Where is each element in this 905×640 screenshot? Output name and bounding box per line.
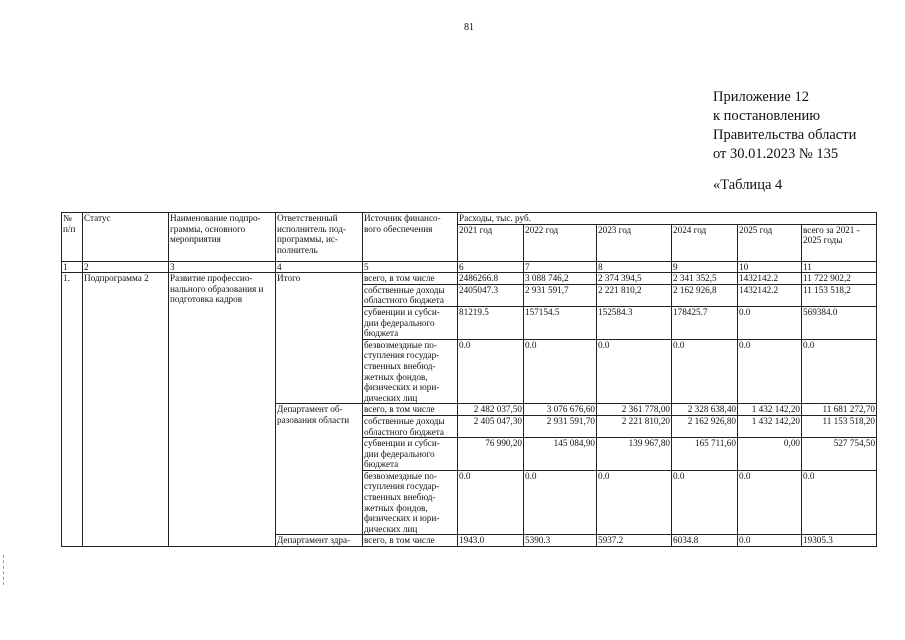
annex-line: от 30.01.2023 № 135 [713,146,839,162]
amount-cell: 0,00 [738,438,802,471]
header-num: № п/п [62,213,83,262]
row-num: 1. [62,273,83,547]
amount-cell: 2 328 638,40 [672,404,738,416]
amount-cell: 165 711,60 [672,438,738,471]
col-number: 3 [169,261,276,273]
executor-cell: Департамент об- разования области [276,404,363,535]
amount-cell: 569384.0 [802,306,877,339]
amount-cell: 139 967,80 [597,438,672,471]
amount-cell: 0.0 [802,470,877,535]
amount-cell: 2 162 926,80 [672,415,738,437]
funding-source-cell: собственные доходы областного бюджета [363,284,458,306]
header-name: Наименование подпро- граммы, основного мероприятия [169,213,276,262]
header-year: 2024 год [672,224,738,261]
amount-cell: 11 681 272,70 [802,404,877,416]
annex-line: Приложение 12 [713,89,809,105]
funding-source-cell: безвозмездные по- ступления государ- ственных внебюд- жетных фондов, физических и юри- дических лиц [363,339,458,404]
amount-cell: 0.0 [672,339,738,404]
header-expenses: Расходы, тыс. руб. [458,213,877,225]
amount-cell: 2 221 810,20 [597,415,672,437]
amount-cell: 2 405 047,30 [458,415,524,437]
funding-source-cell: всего, в том числе [363,535,458,547]
margin-marks [3,555,8,585]
amount-cell: 2 221 810,2 [597,284,672,306]
funding-source-cell: субвенции и субси- дии федерального бюджета [363,438,458,471]
header-total: всего за 2021 - 2025 годы [802,224,877,261]
amount-cell: 1432142.2 [738,273,802,285]
col-number: 9 [672,261,738,273]
amount-cell: 19305.3 [802,535,877,547]
amount-cell: 81219.5 [458,306,524,339]
amount-cell: 3 088 746,2 [524,273,597,285]
col-number: 10 [738,261,802,273]
col-number: 8 [597,261,672,273]
amount-cell: 157154.5 [524,306,597,339]
amount-cell: 5390.3 [524,535,597,547]
col-number: 6 [458,261,524,273]
header-year: 2025 год [738,224,802,261]
amount-cell: 527 754,50 [802,438,877,471]
amount-cell: 0.0 [597,470,672,535]
header-year: 2021 год [458,224,524,261]
header-executor: Ответственный исполнитель под- программы, ис- полнитель [276,213,363,262]
amount-cell: 2 361 778,00 [597,404,672,416]
amount-cell: 178425.7 [672,306,738,339]
amount-cell: 2405047.3 [458,284,524,306]
funding-source-cell: безвозмездные по- ступления государ- ственных внебюд- жетных фондов, физических и юри- дических лиц [363,470,458,535]
row-name: Развитие профессио- нального образования и подготовка кадров [169,273,276,547]
col-number: 5 [363,261,458,273]
amount-cell: 1 432 142,20 [738,415,802,437]
amount-cell: 145 084,90 [524,438,597,471]
col-number: 7 [524,261,597,273]
column-number-row [62,261,877,273]
amount-cell: 2 931 591,7 [524,284,597,306]
amount-cell: 0.0 [738,535,802,547]
page-number: 81 [464,22,474,33]
header-year: 2022 год [524,224,597,261]
annex-line: к постановлению [713,108,821,124]
amount-cell: 11 153 518,2 [802,284,877,306]
amount-cell: 0.0 [524,339,597,404]
amount-cell: 0.0 [458,339,524,404]
amount-cell: 1 432 142,20 [738,404,802,416]
amount-cell: 2 341 352,5 [672,273,738,285]
row-status: Подпрограмма 2 [83,273,169,547]
amount-cell: 0.0 [802,339,877,404]
amount-cell: 2 162 926,8 [672,284,738,306]
amount-cell: 76 990,20 [458,438,524,471]
amount-cell: 6034.8 [672,535,738,547]
budget-table [61,212,877,547]
funding-source-cell: субвенции и субси- дии федерального бюджета [363,306,458,339]
annex-heading [713,88,856,164]
funding-source-cell: всего, в том числе [363,273,458,285]
amount-cell: 0.0 [524,470,597,535]
col-number: 11 [802,261,877,273]
funding-source-cell: всего, в том числе [363,404,458,416]
amount-cell: 11 153 518,20 [802,415,877,437]
executor-cell: Итого [276,273,363,404]
amount-cell: 1943.0 [458,535,524,547]
amount-cell: 2 374 394,5 [597,273,672,285]
data-row [62,273,877,285]
amount-cell: 0.0 [458,470,524,535]
amount-cell: 2486266.8 [458,273,524,285]
header-status: Статус [83,213,169,262]
amount-cell: 0.0 [738,306,802,339]
amount-cell: 3 076 676,60 [524,404,597,416]
amount-cell: 2 931 591,70 [524,415,597,437]
amount-cell: 0.0 [672,470,738,535]
amount-cell: 0.0 [738,339,802,404]
amount-cell: 5937.2 [597,535,672,547]
header-source: Источник финансо- вого обеспечения [363,213,458,262]
amount-cell: 11 722 902,2 [802,273,877,285]
annex-line: Правительства области [713,127,857,143]
executor-cell: Департамент здра- [276,535,363,547]
amount-cell: 1432142.2 [738,284,802,306]
col-number: 2 [83,261,169,273]
col-number: 4 [276,261,363,273]
amount-cell: 0.0 [738,470,802,535]
amount-cell: 2 482 037,50 [458,404,524,416]
col-number: 1 [62,261,83,273]
amount-cell: 152584.3 [597,306,672,339]
header-year: 2023 год [597,224,672,261]
funding-source-cell: собственные доходы областного бюджета [363,415,458,437]
header-row [62,213,877,225]
table-caption: «Таблица 4 [713,177,783,193]
amount-cell: 0.0 [597,339,672,404]
